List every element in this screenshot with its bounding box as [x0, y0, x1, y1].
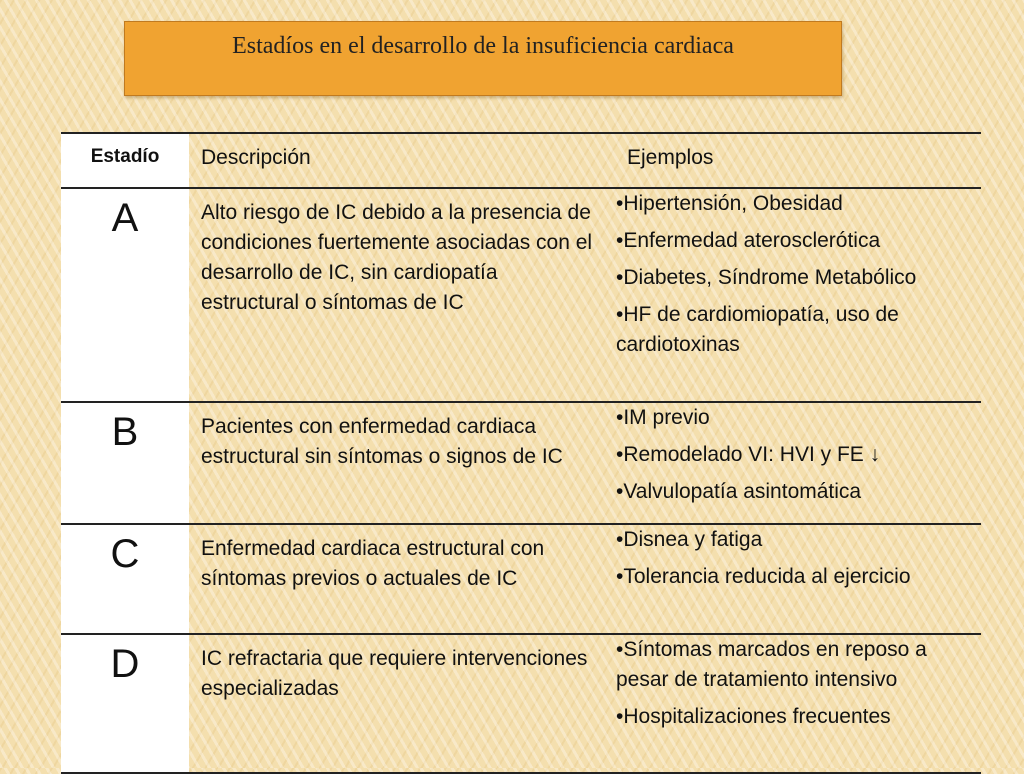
slide-title: Estadíos en el desarrollo de la insuficiencia cardiaca — [232, 33, 734, 59]
stage-cell — [61, 402, 189, 524]
example-item: •Hospitalizaciones frecuentes — [616, 705, 891, 728]
example-item: •Tolerancia reducida al ejercicio — [616, 565, 911, 588]
stage-cell — [61, 188, 189, 402]
header-stage-label: Estadío — [90, 146, 160, 167]
header-examples — [616, 133, 981, 188]
description-cell — [189, 188, 616, 402]
examples-cell — [616, 188, 981, 402]
header-stage — [61, 133, 189, 188]
stage-letter: A — [111, 196, 139, 240]
examples-cell — [616, 634, 981, 773]
stage-description: Alto riesgo de IC debido a la presencia de condiciones fuertemente asociadas con el desarrollo de IC, sin cardiopatía estructural o síntomas de IC — [201, 201, 593, 314]
example-item: •HF de cardiomiopatía, uso de cardiotoxinas — [616, 303, 899, 356]
example-item: •Síntomas marcados en reposo a pesar de tratamiento intensivo — [616, 638, 927, 691]
example-item: •Enfermedad aterosclerótica — [616, 229, 881, 252]
table-row — [61, 524, 981, 634]
examples-cell — [616, 524, 981, 634]
stage-description: Enfermedad cardiaca estructural con síntomas previos o actuales de IC — [201, 537, 545, 590]
header-examples-label: Ejemplos — [627, 146, 714, 169]
example-item: •Valvulopatía asintomática — [616, 480, 862, 503]
description-cell — [189, 634, 616, 773]
description-cell — [189, 402, 616, 524]
example-item: •Hipertensión, Obesidad — [616, 192, 843, 215]
example-item: •Diabetes, Síndrome Metabólico — [616, 266, 917, 289]
table-row — [61, 634, 981, 773]
stage-letter: B — [111, 410, 139, 454]
stage-description: Pacientes con enfermedad cardiaca estructural sin síntomas o signos de IC — [201, 415, 563, 468]
example-item: •Disnea y fatiga — [616, 528, 763, 551]
slide-title-box — [124, 21, 842, 96]
table-header-row — [61, 133, 981, 188]
stage-letter: C — [110, 532, 140, 576]
heart-failure-stages-table — [61, 132, 981, 774]
stage-cell — [61, 524, 189, 634]
example-item: •Remodelado VI: HVI y FE ↓ — [616, 443, 881, 466]
table-row — [61, 188, 981, 402]
examples-cell — [616, 402, 981, 524]
stage-cell — [61, 634, 189, 773]
header-description-label: Descripción — [201, 146, 311, 169]
table-row — [61, 402, 981, 524]
description-cell — [189, 524, 616, 634]
example-item: •IM previo — [616, 406, 710, 429]
header-description — [189, 133, 616, 188]
stage-letter: D — [110, 642, 140, 686]
stage-description: IC refractaria que requiere intervenciones especializadas — [201, 647, 588, 700]
